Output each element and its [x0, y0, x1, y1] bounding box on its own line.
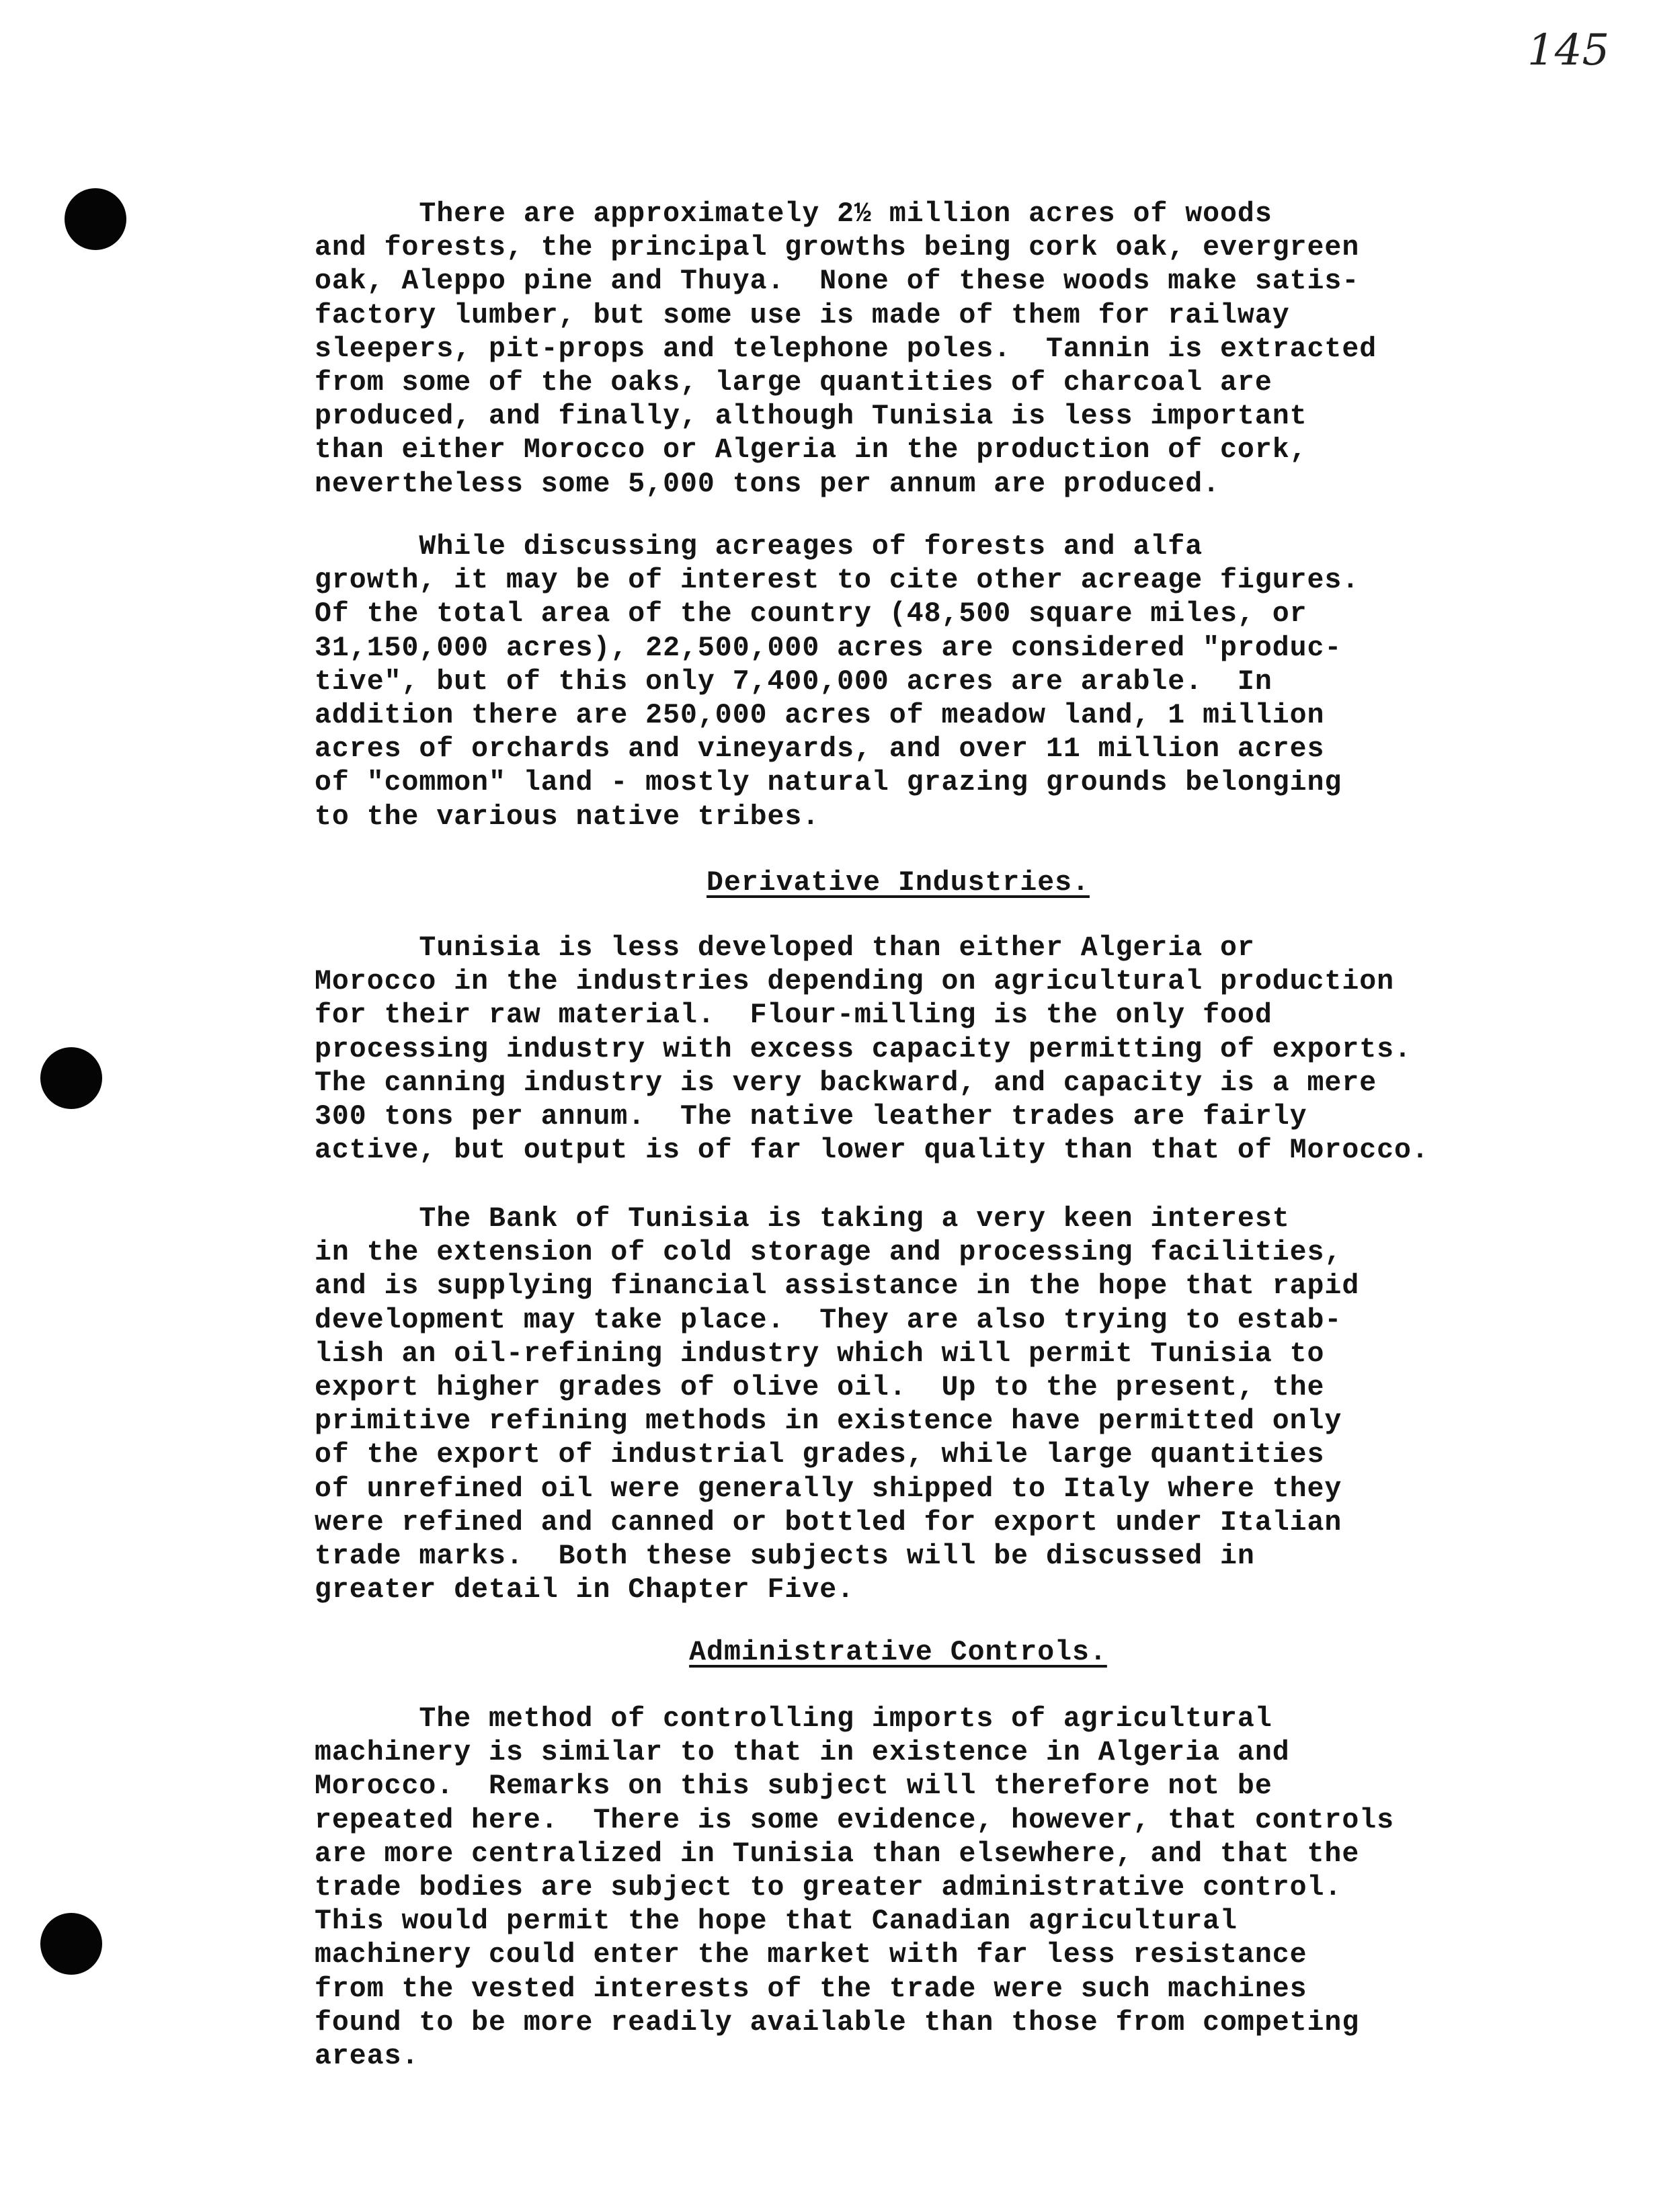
text-line: factory lumber, but some use is made of them for railway	[315, 299, 1290, 331]
paragraph-woods-forests	[315, 198, 1377, 501]
section-heading-derivative-industries: Derivative Industries.	[707, 867, 1090, 899]
text-line: Tunisia is less developed than either Algeria or	[315, 932, 1255, 964]
paragraph-derivative-industries	[315, 932, 1429, 1168]
text-line: lish an oil-refining industry which will permit Tunisia to	[315, 1338, 1325, 1370]
text-line: from some of the oaks, large quantities of charcoal are	[315, 367, 1273, 399]
punch-hole	[40, 1047, 102, 1109]
text-line: The method of controlling imports of agricultural	[315, 1703, 1273, 1735]
text-line: machinery is similar to that in existence in Algeria and	[315, 1737, 1290, 1769]
text-line: This would permit the hope that Canadian agricultural	[315, 1906, 1238, 1938]
text-line: of the export of industrial grades, while large quantities	[315, 1439, 1325, 1471]
text-line: 300 tons per annum. The native leather trades are fairly	[315, 1101, 1307, 1133]
paragraph-administrative-controls	[315, 1703, 1394, 2074]
text-line: active, but output is of far lower quality than that of Morocco.	[315, 1135, 1429, 1167]
section-heading-administrative-controls: Administrative Controls.	[689, 1637, 1107, 1668]
text-line: and is supplying financial assistance in the hope that rapid	[315, 1270, 1360, 1303]
paragraph-bank-of-tunisia	[315, 1202, 1359, 1607]
punch-hole	[40, 1913, 102, 1975]
text-line: repeated here. There is some evidence, however, that controls	[315, 1804, 1395, 1836]
text-line: export higher grades of olive oil. Up to the present, the	[315, 1372, 1325, 1404]
text-line: nevertheless some 5,000 tons per annum are produced.	[315, 468, 1221, 500]
text-line: in the extension of cold storage and processing facilities,	[315, 1237, 1342, 1269]
text-line: areas.	[315, 2041, 419, 2073]
text-line: machinery could enter the market with far less resistance	[315, 1939, 1307, 1971]
text-line: processing industry with excess capacity permitting of exports.	[315, 1033, 1412, 1065]
page-number: 145	[1527, 26, 1610, 75]
text-line: oak, Aleppo pine and Thuya. None of these woods make satis-	[315, 265, 1360, 298]
text-line: for their raw material. Flour-milling is the only food	[315, 999, 1273, 1032]
text-line: trade marks. Both these subjects will be discussed in	[315, 1541, 1255, 1573]
text-line: were refined and canned or bottled for export under Italian	[315, 1506, 1342, 1539]
text-line: growth, it may be of interest to cite other acreage figures.	[315, 565, 1360, 597]
text-line: 31,150,000 acres), 22,500,000 acres are considered "produc-	[315, 632, 1342, 664]
text-line: While discussing acreages of forests and alfa	[315, 531, 1203, 563]
text-line: found to be more readily available than those from competing	[315, 2006, 1360, 2039]
text-line: from the vested interests of the trade were such machines	[315, 1973, 1307, 2005]
text-line: Morocco. Remarks on this subject will therefore not be	[315, 1770, 1273, 1803]
text-line: Of the total area of the country (48,500 square miles, or	[315, 598, 1307, 630]
text-line: of "common" land - mostly natural grazing grounds belonging	[315, 767, 1342, 799]
text-line: Morocco in the industries depending on agricultural production	[315, 966, 1395, 998]
text-line: tive", but of this only 7,400,000 acres are arable. In	[315, 665, 1273, 698]
punch-hole	[65, 188, 126, 250]
text-line: and forests, the principal growths being cork oak, evergreen	[315, 232, 1360, 264]
text-line: sleepers, pit-props and telephone poles. Tannin is extracted	[315, 333, 1377, 365]
text-line: than either Morocco or Algeria in the production of cork,	[315, 434, 1307, 466]
text-line: development may take place. They are also trying to estab-	[315, 1304, 1342, 1336]
text-line: primitive refining methods in existence have permitted only	[315, 1405, 1342, 1438]
text-line: are more centralized in Tunisia than elsewhere, and that the	[315, 1838, 1360, 1870]
text-line: greater detail in Chapter Five.	[315, 1574, 855, 1606]
text-line: of unrefined oil were generally shipped to Italy where they	[315, 1473, 1342, 1505]
text-line: trade bodies are subject to greater administrative control.	[315, 1872, 1342, 1904]
paragraph-acreage-figures	[315, 530, 1359, 834]
text-line: to the various native tribes.	[315, 801, 820, 833]
text-line: acres of orchards and vineyards, and over 11 million acres	[315, 733, 1325, 766]
text-line: produced, and finally, although Tunisia is less important	[315, 401, 1307, 433]
text-line: The Bank of Tunisia is taking a very keen interest	[315, 1203, 1290, 1235]
text-line: The canning industry is very backward, and capacity is a mere	[315, 1067, 1377, 1099]
text-line: There are approximately 2½ million acres of woods	[315, 198, 1273, 230]
text-line: addition there are 250,000 acres of meadow land, 1 million	[315, 700, 1325, 732]
